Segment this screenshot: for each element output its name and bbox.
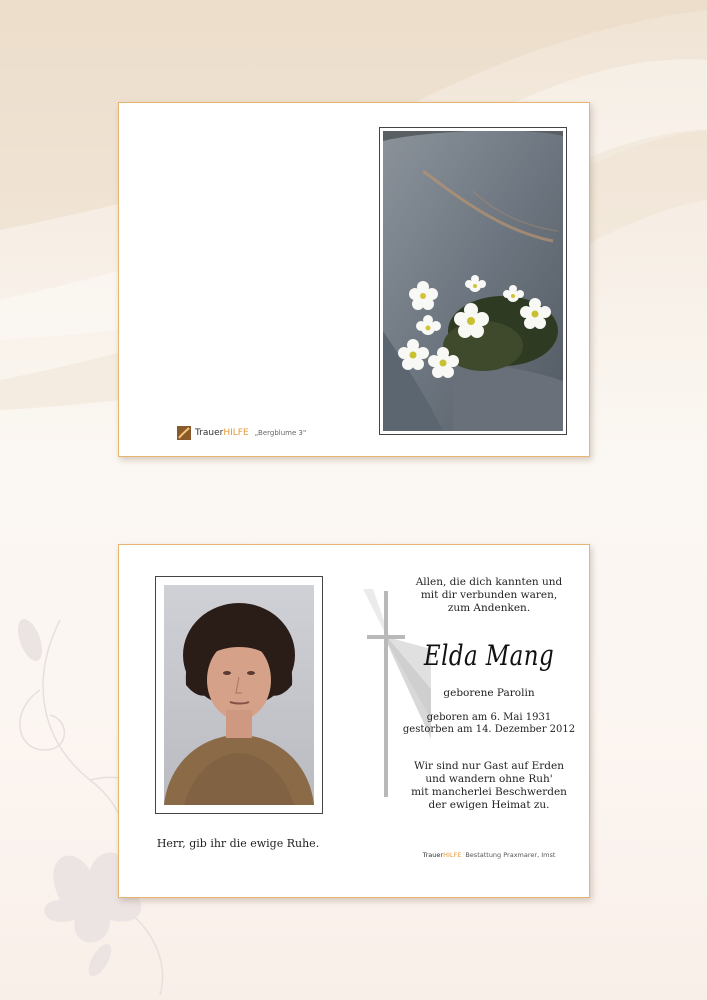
prayer-text: Herr, gib ihr die ewige Ruhe. [156,837,320,850]
brand-trauer: Trauer [195,428,224,438]
trauerhilfe-brand [177,425,306,441]
maiden-name: geborene Parolin [443,687,535,699]
portrait-frame [155,576,323,814]
birth-date: geboren am 6. Mai 1931 [426,712,552,723]
funeral-home-credit [399,851,579,859]
dedication-text [399,576,579,615]
inner-card [118,544,590,898]
brand-hilfe: HILFE [443,851,462,859]
death-date: gestorben am 14. Dezember 2012 [402,724,576,735]
dedication-line: zum Andenken. [447,602,531,614]
flower-photo [383,131,563,431]
verse-line: mit mancherlei Beschwerden [411,786,567,798]
trauerhilfe-logo-icon [177,426,191,440]
deceased-name: Elda Mang [423,639,555,672]
funeral-home-name: Bestattung Praxmarer, Imst [465,851,556,859]
portrait-photo [164,585,314,805]
brand-trauer: Trauer [422,851,444,859]
front-card [118,102,590,457]
verse-line: der ewigen Heimat zu. [428,799,550,811]
life-dates [399,712,579,736]
design-name: „Bergblume 3" [254,429,307,437]
brand-hilfe: HILFE [223,428,249,438]
flower-photo-frame [379,127,567,435]
dedication-line: mit dir verbunden waren, [420,589,558,601]
verse-text [399,760,579,812]
verse-line: Wir sind nur Gast auf Erden [414,760,564,772]
verse-line: und wandern ohne Ruh' [425,773,553,785]
dedication-line: Allen, die dich kannten und [415,576,563,588]
